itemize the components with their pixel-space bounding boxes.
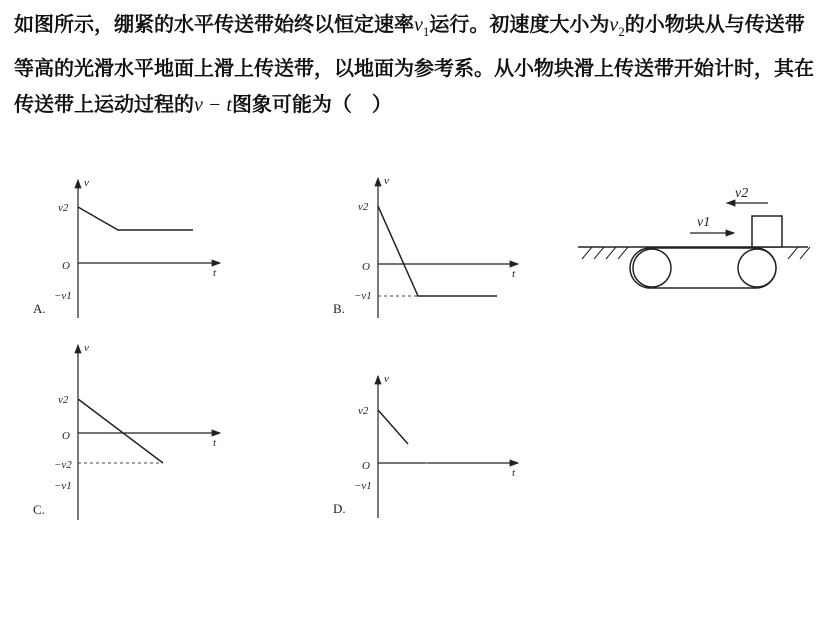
origin-label: O	[62, 430, 70, 442]
graph-d	[333, 373, 518, 518]
axis-t-label: t	[213, 267, 217, 279]
graph-c	[33, 342, 220, 520]
option-c-label: C.	[33, 502, 45, 517]
graph-a-line	[78, 207, 193, 230]
graph-b-line	[378, 206, 497, 296]
left-wheel	[633, 249, 671, 287]
belt-diagram	[578, 186, 810, 288]
tick-v2: v2	[58, 202, 69, 214]
vt-symbol: v − t	[194, 94, 232, 116]
question-seg4: 图象可能为（ ）	[231, 92, 392, 116]
origin-label: O	[62, 260, 70, 272]
graph-c-line	[78, 399, 163, 463]
tick-neg-v1: −v1	[354, 480, 372, 492]
axis-t-label: t	[512, 268, 516, 280]
v2-symbol: $v_2$	[609, 14, 625, 39]
tick-v2: v2	[358, 405, 369, 417]
axis-v-label: v	[84, 342, 89, 354]
option-b-label: B.	[333, 301, 345, 316]
belt-v2-label: v2	[735, 186, 749, 201]
tick-v2: v2	[358, 201, 369, 213]
right-wheel	[738, 249, 776, 287]
option-a-label: A.	[33, 301, 46, 316]
v1-symbol: $v_1$	[414, 14, 430, 39]
axis-t-label: t	[213, 437, 217, 449]
axis-t-label: t	[512, 467, 516, 479]
question-seg3: 的小物块从与传送带等高的光滑水平地面上滑上传送带，以地面为参考系。从小物块滑上传送带开始计时，其在传送带上运动过程的	[14, 12, 814, 116]
belt-v1-label: v1	[697, 215, 711, 230]
graph-a	[33, 177, 220, 318]
origin-label: O	[362, 261, 370, 273]
origin-label: O	[362, 460, 370, 472]
tick-neg-v1: −v1	[354, 290, 372, 302]
tick-neg-v2: −v2	[54, 459, 72, 471]
tick-neg-v1: −v1	[54, 290, 72, 302]
axis-v-label: v	[84, 177, 89, 189]
graph-b	[333, 175, 518, 318]
option-d-label: D.	[333, 501, 346, 516]
block	[752, 216, 782, 247]
tick-v2: v2	[58, 394, 69, 406]
tick-neg-v1: −v1	[54, 480, 72, 492]
axis-v-label: v	[384, 175, 389, 187]
axis-v-label: v	[384, 373, 389, 385]
question-seg2: 运行。初速度大小为	[429, 12, 610, 36]
question-seg1: 如图所示，绷紧的水平传送带始终以恒定速率	[14, 12, 414, 36]
graph-d-line	[378, 410, 408, 444]
